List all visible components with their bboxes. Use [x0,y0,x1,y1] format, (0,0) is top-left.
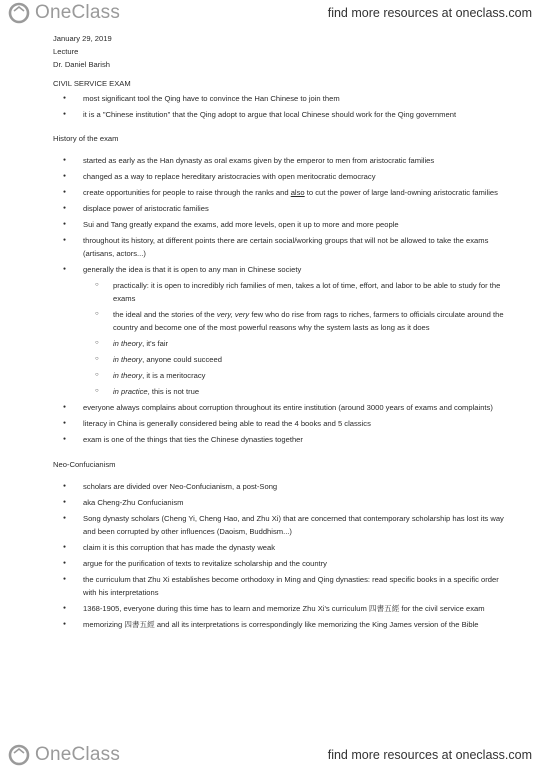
emphasis-text: in theory [113,371,143,380]
text: few who do rise from rags to riches, farmers to officials circulate around the country and become one of the most powerful reasons why the system lasts as long as it does [113,310,504,332]
neo-list [53,480,523,631]
lecture-date: January 29, 2019 [53,34,112,43]
text: the ideal and the stories of the [113,310,217,319]
text: , this is not true [147,387,200,396]
list-item: ● throughout its history, at different points there are certain social/working groups that will not be allowed to take the exams (artisans, actors...) [53,234,513,260]
list-item: ● argue for the purification of texts to revitalize scholarship and the country [53,557,513,570]
intro-list [53,92,523,121]
list-item: ● memorizing 四書五經 and all its interpretations is correspondingly like memorizing the King James version of the Bible [53,618,513,631]
list-item: ● literacy in China is generally considered being able to read the 4 books and 5 classics [53,417,513,430]
sub-list-item [83,385,513,398]
history-list [53,154,523,446]
list-item: ● claim it is this corruption that has made the dynasty weak [53,541,513,554]
page-header [0,0,545,28]
text: , anyone could succeed [142,355,222,364]
emphasis-text: in practice [113,387,148,396]
list-item: ● most significant tool the Qing have to convince the Han Chinese to join them [53,92,513,105]
instructor: Dr. Daniel Barish [53,60,110,69]
list-item [53,263,513,398]
brand-name: OneClass [35,744,121,765]
list-item: ● exam is one of the things that ties the Chinese dynasties together [53,433,513,446]
text: , it is a meritocracy [142,371,206,380]
promo-link[interactable]: find more resources at oneclass.com [327,748,532,762]
sub-list-item [83,369,513,382]
brand-name: OneClass [35,2,121,23]
section-heading-history: History of the exam [53,134,119,143]
list-item: ● changed as a way to replace hereditary aristocracies with open meritocratic democracy [53,170,513,183]
sub-list-item [83,308,513,334]
oneclass-logo[interactable] [8,744,120,766]
text: , it's fair [142,339,169,348]
promo-link[interactable]: find more resources at oneclass.com [327,6,532,20]
list-item: ● aka Cheng-Zhu Confucianism [53,496,513,509]
document-title: CIVIL SERVICE EXAM [53,79,131,88]
sub-list-item [83,353,513,366]
emphasis-text: in theory [113,339,143,348]
list-item: ● it is a "Chinese institution" that the Qing adopt to argue that local Chinese should work for the Qing government [53,108,513,121]
section-heading-neo-confucianism: Neo-Confucianism [53,460,116,469]
sub-list-item: ○ practically: it is open to incredibly rich families of men, takes a lot of time, effort, and labor to be able to study for the exams [83,279,513,305]
sub-list [83,279,513,398]
underlined-text: also [290,188,305,197]
text: create opportunities for people to raise through the ranks and [83,188,291,197]
list-item: ● started as early as the Han dynasty as oral exams given by the emperor to men from aristocratic families [53,154,513,167]
list-item: ● 1368-1905, everyone during this time has to learn and memorize Zhu Xi's curriculum 四書五經 for the civil service exam [53,602,513,615]
list-item: ● scholars are divided over Neo-Confucianism, a post-Song [53,480,513,493]
list-item: ● Sui and Tang greatly expand the exams, add more levels, open it up to more and more people [53,218,513,231]
text: to cut the power of large land-owning aristocratic families [304,188,498,197]
list-item: ● the curriculum that Zhu Xi establishes become orthodoxy in Ming and Qing dynasties: read specific books in a specific order with his interpretations [53,573,513,599]
emphasis-text: in theory [113,355,143,364]
emphasis-text: very, very [216,310,250,319]
oneclass-logo-icon [8,744,34,766]
oneclass-logo[interactable] [8,2,120,24]
sub-list-item [83,337,513,350]
lecture-type: Lecture [53,47,79,56]
document-body [53,32,523,634]
list-item: ● Song dynasty scholars (Cheng Yi, Cheng Hao, and Zhu Xi) that are concerned that contemporary scholarship has lost its way and been corrupted by other influences (Daoism, Buddhism...) [53,512,513,538]
list-item: ● displace power of aristocratic families [53,202,513,215]
list-item [53,186,513,199]
text: generally the idea is that it is open to any man in Chinese society [83,265,302,274]
oneclass-logo-icon [8,2,34,24]
list-item: ● everyone always complains about corruption throughout its entire institution (around 3000 years of exams and complaints) [53,401,513,414]
page-footer [0,742,545,770]
